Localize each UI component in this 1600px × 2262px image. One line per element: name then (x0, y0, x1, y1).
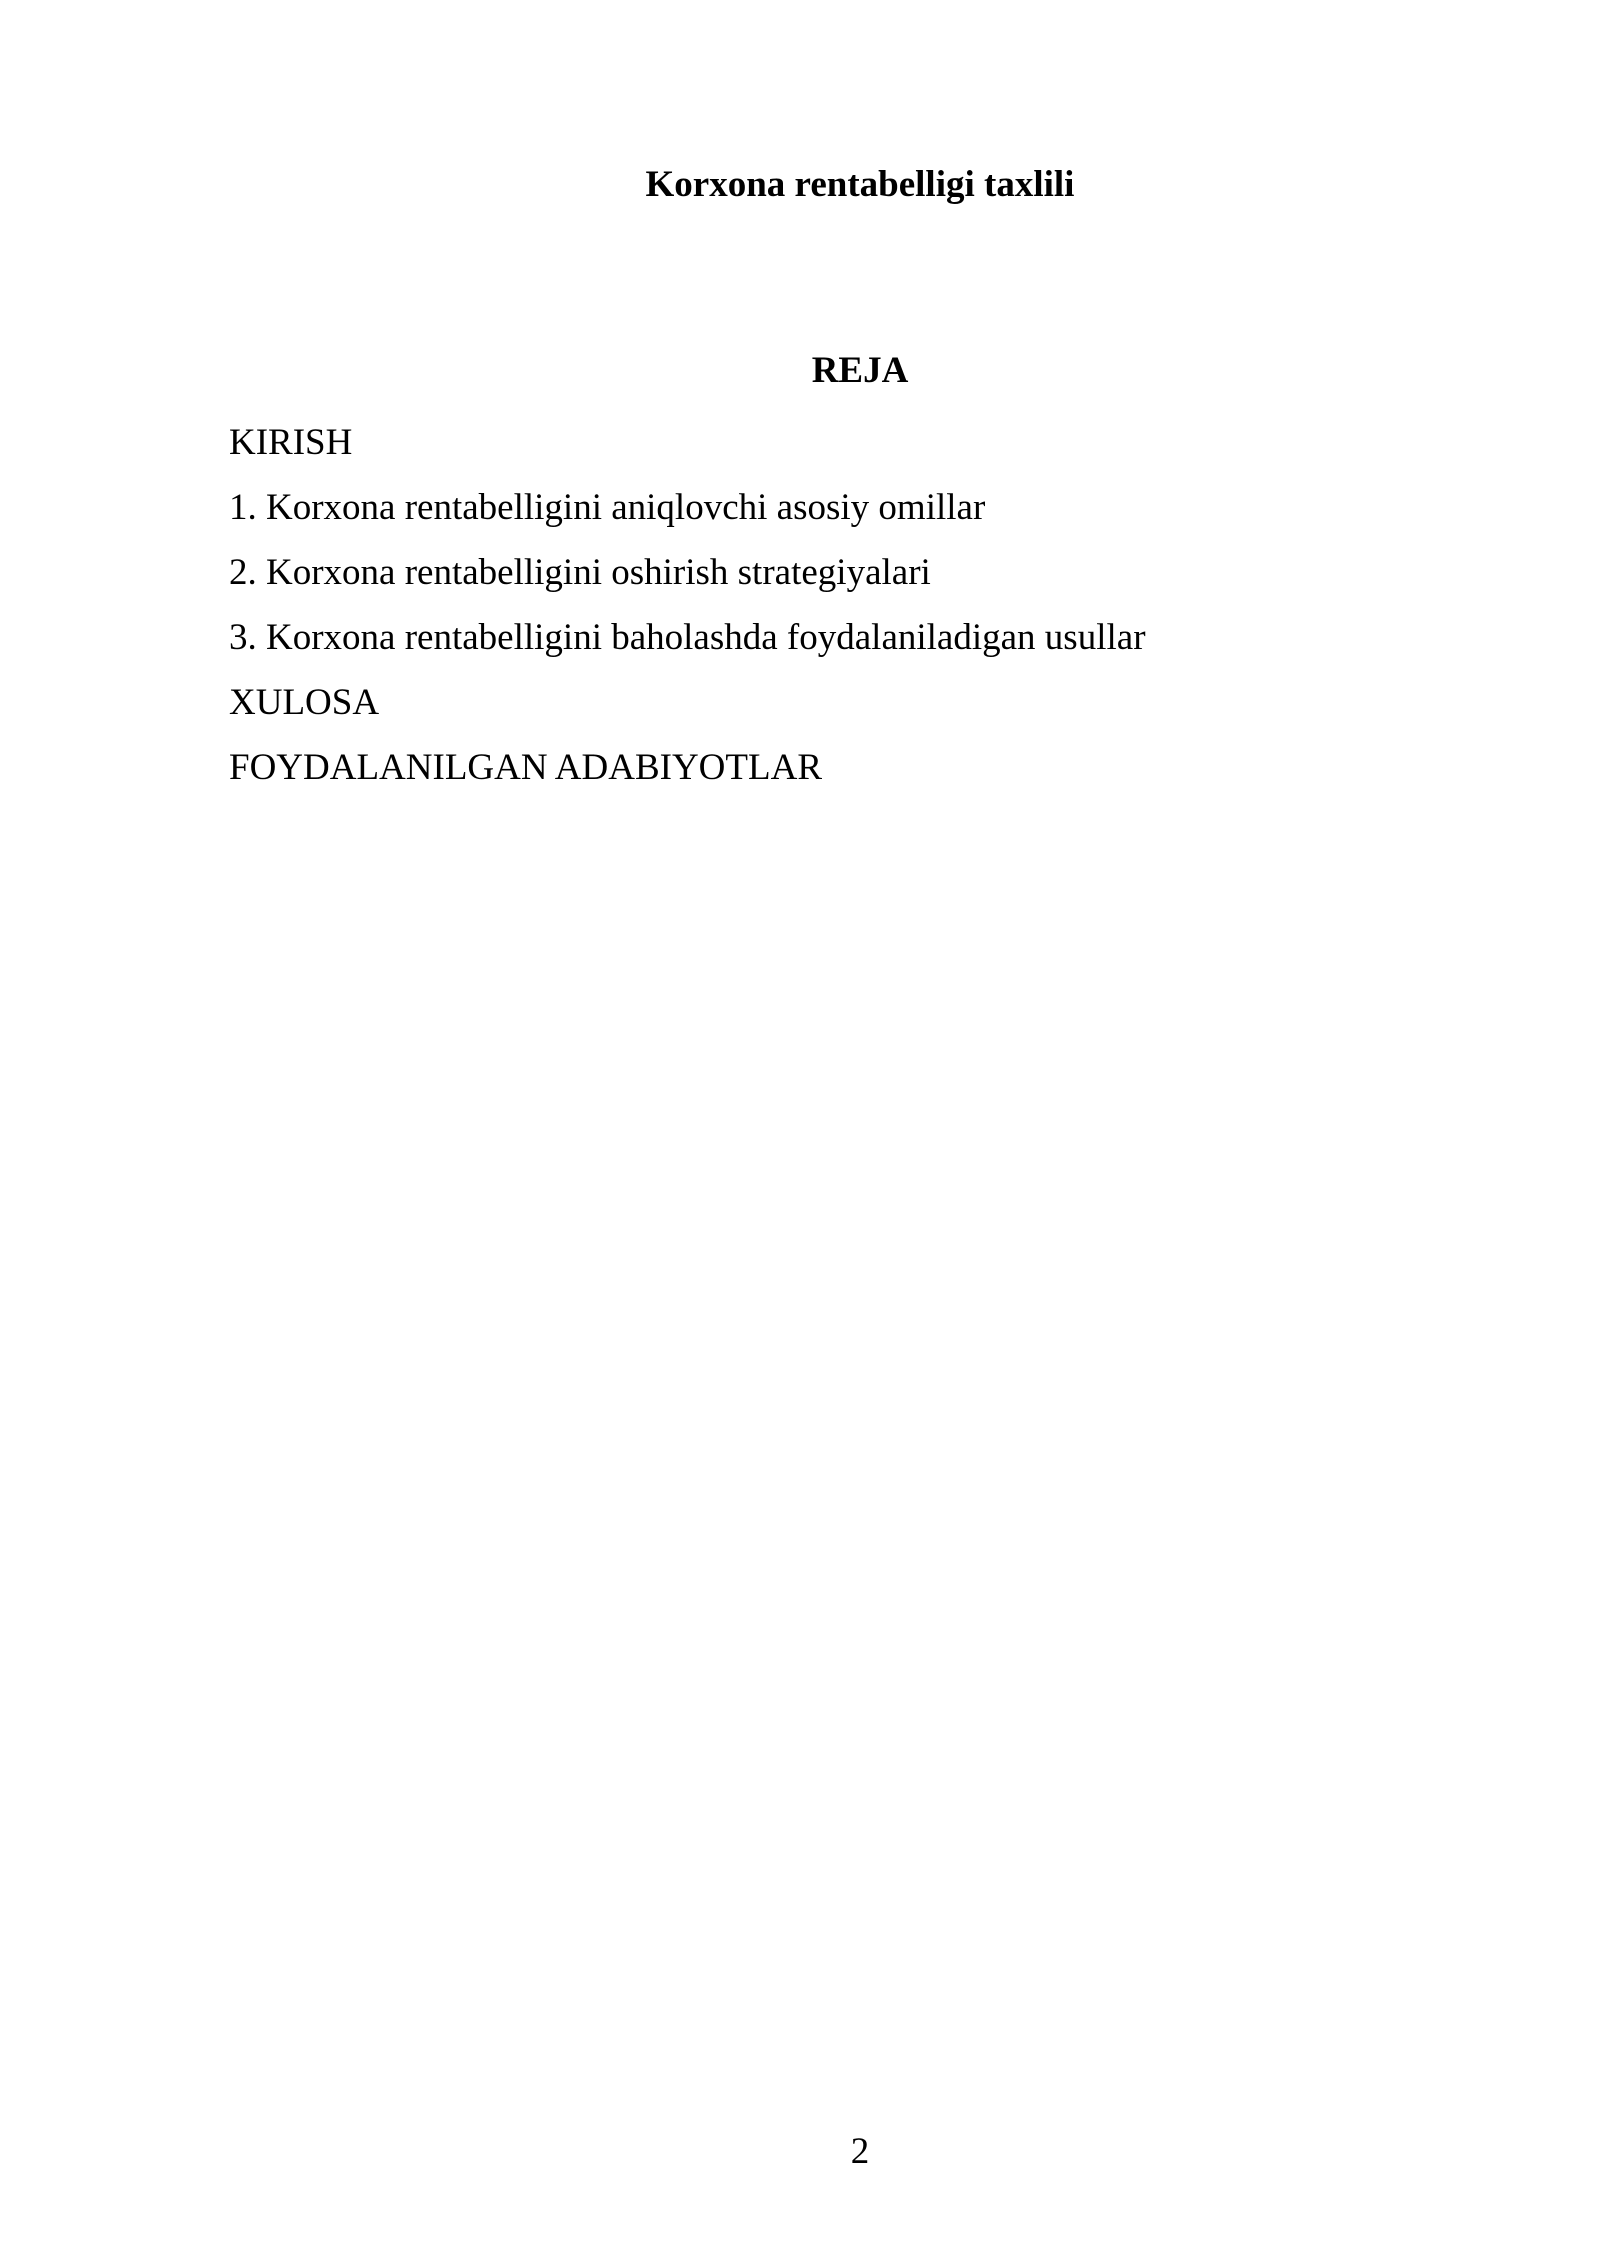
plan-item-introduction: KIRISH (229, 422, 353, 463)
plan-item-3: 3. Korxona rentabelligini baholashda foydalaniladigan usullar (229, 617, 1146, 658)
plan-heading: REJA (811, 350, 909, 391)
plan-item-1: 1. Korxona rentabelligini aniqlovchi asosiy omillar (229, 487, 986, 528)
plan-item-conclusion: XULOSA (229, 682, 380, 723)
document-title: Korxona rentabelligi taxlili (645, 164, 1075, 205)
plan-item-2: 2. Korxona rentabelligini oshirish strategiyalari (229, 552, 931, 593)
plan-item-references: FOYDALANILGAN ADABIYOTLAR (229, 747, 822, 788)
plan-list (229, 418, 1146, 808)
page-number: 2 (850, 2131, 870, 2172)
